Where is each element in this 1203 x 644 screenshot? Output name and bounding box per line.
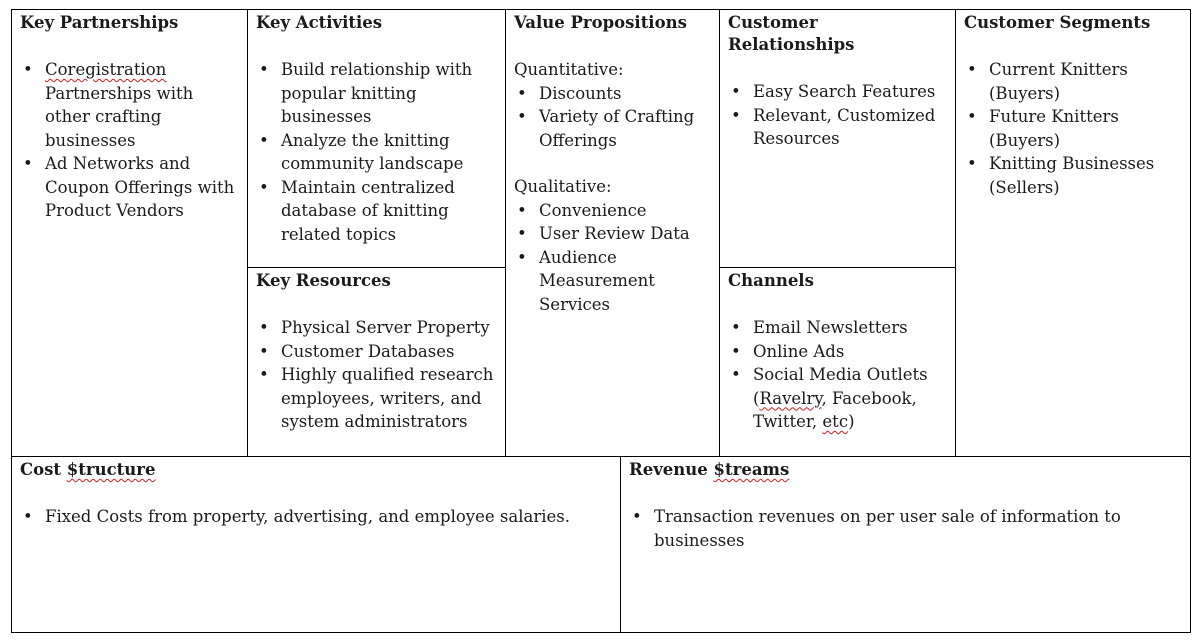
spellcheck-word: Coregistration	[45, 60, 167, 79]
business-model-canvas	[11, 9, 1191, 633]
list-item: • Discounts	[514, 82, 711, 106]
spellcheck-word: $treams	[713, 460, 790, 479]
channels-title: Channels	[728, 271, 814, 290]
list-item: • Transaction revenues on per user sale of information to businesses	[629, 505, 1130, 552]
list-item-text: Social Media Outlets (	[753, 365, 928, 408]
list-item: • Current Knitters (Buyers)	[964, 58, 1182, 105]
key-resources-section	[248, 268, 505, 456]
revenue-streams-title	[629, 459, 1130, 481]
qualitative-label: Qualitative:	[514, 177, 612, 196]
list-item: • Convenience	[514, 199, 711, 223]
list-item	[728, 363, 947, 434]
quantitative-label: Quantitative:	[514, 60, 624, 79]
key-resources-list	[256, 316, 497, 434]
list-item: • Ad Networks and Coupon Offerings with Product Vendors	[20, 152, 239, 223]
list-item: • User Review Data	[514, 222, 711, 246]
title-text: Cost	[20, 460, 67, 479]
spellcheck-word: $tructure	[66, 460, 156, 479]
value-propositions-section	[506, 10, 719, 456]
key-resources-title: Key Resources	[256, 271, 391, 290]
list-item: • Highly qualified research employees, writers, and system administrators	[256, 363, 497, 434]
list-item: • Physical Server Property	[256, 316, 497, 340]
channels-section	[720, 268, 955, 456]
list-item: • Maintain centralized database of knitting related topics	[256, 176, 497, 247]
list-item: • Build relationship with popular knitting businesses	[256, 58, 497, 129]
spellcheck-word: etc	[822, 412, 849, 431]
list-item: • Analyze the knitting community landscape	[256, 129, 497, 176]
list-item: • Online Ads	[728, 340, 947, 364]
qualitative-list	[514, 199, 711, 317]
customer-segments-list	[964, 58, 1182, 199]
cost-structure-title	[20, 459, 612, 481]
customer-segments-section	[956, 10, 1190, 456]
cost-structure-section	[12, 457, 620, 633]
customer-segments-title: Customer Segments	[964, 13, 1151, 32]
list-item: • Fixed Costs from property, advertising, and employee salaries.	[20, 505, 612, 529]
key-activities-list	[256, 58, 497, 246]
key-partnerships-title: Key Partnerships	[20, 13, 179, 32]
list-item: • Knitting Businesses (Sellers)	[964, 152, 1182, 199]
list-item: • Email Newsletters	[728, 316, 947, 340]
key-activities-title: Key Activities	[256, 13, 383, 32]
list-item: • Relevant, Customized Resources	[728, 104, 947, 151]
customer-relationships-list	[728, 80, 947, 151]
key-partnerships-section	[12, 10, 247, 456]
customer-relationships-title: Customer Relationships	[728, 13, 855, 54]
list-item: • Variety of Crafting Offerings	[514, 105, 711, 152]
list-item: • Future Knitters (Buyers)	[964, 105, 1182, 152]
quantitative-list	[514, 82, 711, 153]
title-text: Revenue	[629, 460, 714, 479]
key-partnerships-list	[20, 58, 239, 223]
list-item: • Customer Databases	[256, 340, 497, 364]
list-item-text: Partnerships with other crafting businesses	[45, 83, 194, 150]
list-item-text: )	[848, 412, 855, 431]
key-activities-section	[248, 10, 505, 267]
list-item: • Audience Measurement Services	[514, 246, 711, 317]
value-propositions-title: Value Propositions	[514, 13, 687, 32]
channels-list	[728, 316, 947, 434]
revenue-streams-list	[629, 505, 1130, 552]
list-item	[20, 58, 239, 152]
customer-relationships-section	[720, 10, 955, 267]
revenue-streams-section	[621, 457, 1190, 633]
list-item: • Easy Search Features	[728, 80, 947, 104]
list-item-text: , Facebook, Twitter,	[753, 388, 917, 431]
spellcheck-word: Ravelry	[759, 388, 822, 408]
cost-structure-list	[20, 505, 612, 529]
